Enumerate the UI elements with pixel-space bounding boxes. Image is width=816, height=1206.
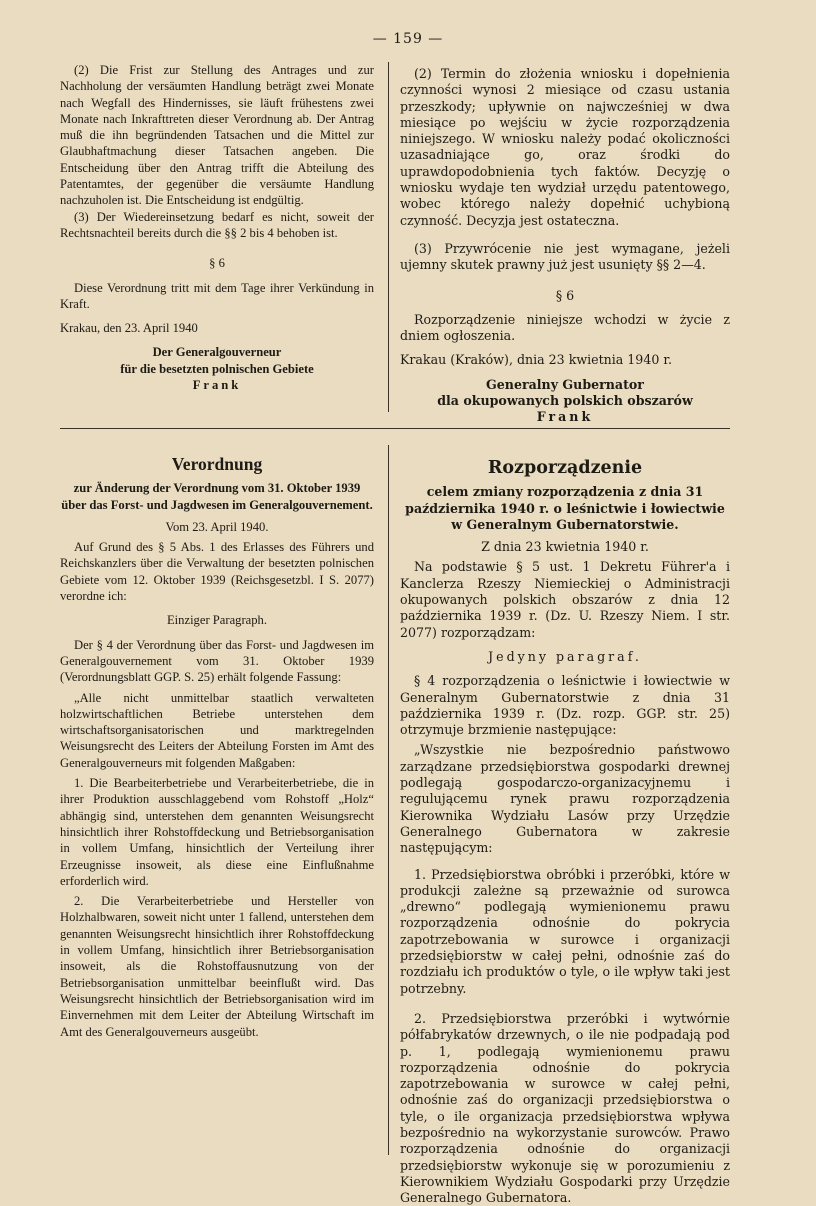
paragraph: Na podstawie § 5 ust. 1 Dekretu Führer'a i Kanclerza Rzeszy Niemieckiej o Administracji okupowanych polskich obszarów z dnia 12 października 1939 r. (Dz. U. Rzeszy Niem. I str. 2077) rozporządzam: (400, 559, 730, 640)
section-heading: § 6 (555, 287, 575, 303)
paragraph: „Alle nicht unmittelbar staatlich verwalteten holzwirtschaftlichen Betriebe unterstehen dem wirtschaftsorganisatorischen und marktregelnden Weisungsrecht des Leiters der Abteilung Forsten im Amt des Generalgouverneurs mit folgenden Maßgaben: (60, 690, 374, 770)
section-heading: § 6 (209, 256, 225, 271)
page-number: — 159 — (372, 31, 444, 47)
document-title: Rozporządzenie (487, 458, 643, 478)
signature-title: Der Generalgouverneur (152, 345, 282, 360)
paragraph: (2) Termin do złożenia wniosku i dopełnienia czynności wynosi 2 miesiące od czasu ustania przeszkody; upływnie on najwcześniej w dwa miesiące po wejściu w życie rozporządzenia niniejszego. W wniosku należy podać okoliczności uzasadniające go, oraz środki do uprawdopodobnienia tych faktów. Decyzję o wniosku wydaje ten wydział urzędu patentowego, wobec którego należy dopełnić uchybioną czynność. Decyzja jest ostateczna. (400, 66, 730, 228)
polish-column-top (400, 66, 730, 426)
document-date: Vom 23. April 1940. (165, 519, 269, 534)
document-subtitle: celem zmiany rozporządzenia z dnia 31 października 1940 r. o leśnictwie i łowiectwie w Generalnym Gubernatorstwie. (405, 484, 725, 532)
polish-column-bottom (400, 460, 730, 1206)
paragraph: § 4 rozporządzenia o leśnictwie i łowiectwie w Generalnym Gubernatorstwie z dnia 31 października 1939 r. (Dz. rozp. GGP. str. 25) otrzymuje brzmienie następujące: (400, 673, 730, 738)
paragraph: Rozporządzenie niniejsze wchodzi w życie z dniem ogłoszenia. (400, 311, 730, 344)
signature-title: für die besetzten polnischen Gebiete (120, 361, 314, 376)
signature-title: Generalny Gubernator (486, 376, 644, 392)
paragraph: „Wszystkie nie bezpośrednio państwowo zarządzane przedsiębiorstwa gospodarki drewnej podlegają gospodarczo-organizacyjnemu i regulującemu rynek prawu rozporządzenia Kierownika Wydziału Lasów przy Urzędzie Generalnego Gubernatora w zakresie następującym: (400, 742, 730, 856)
paragraph: (3) Przywrócenie nie jest wymagane, jeżeli ujemny skutek prawny już jest usunięty §§ 2—4. (400, 240, 730, 273)
paragraph: Der § 4 der Verordnung über das Forst- und Jagdwesen im Generalgouvernement vom 31. Oktober 1939 (Verordnungsblatt GGP. S. 25) erhält folgende Fassung: (60, 637, 374, 685)
paragraph: Diese Verordnung tritt mit dem Tage ihrer Verkündung in Kraft. (60, 280, 374, 311)
signature-name: Frank (192, 378, 242, 393)
place-date: Krakau, den 23. April 1940 (60, 321, 198, 336)
column-divider-bottom (388, 445, 389, 1155)
document-date: Z dnia 23 kwietnia 1940 r. (481, 539, 649, 555)
document-title: Verordnung (171, 454, 263, 474)
paragraph: 2. Przedsiębiorstwa przeróbki i wytwórnie półfabrykatów drzewnych, o ile nie podpadają pod p. 1, podlegają wymienionemu prawu rozporządzenia odnośnie do pokrycia zapotrzebowania w surowce w całej pełni, odnośnie zaś do organizacji przedsiębiorstwa o tyle, o ile organizacja przedsiębiorstwa wpływa bezpośrednio na wykorzystanie surowców. Prawo rozporządzenia odnośnie do organizacji przedsiębiorstw wykonuje się w porozumieniu z Kierownikiem Wydziału Gospodarki przy Urzędzie Generalnego Gubernatora. (400, 1010, 730, 1206)
place-date: Krakau (Kraków), dnia 23 kwietnia 1940 r. (400, 352, 672, 368)
signature-title: dla okupowanych polskich obszarów (437, 393, 693, 409)
paragraph: (3) Der Wiedereinsetzung bedarf es nicht, soweit der Rechtsnachteil bereits durch die §§ 2 bis 4 behoben ist. (60, 209, 374, 240)
paragraph-heading: Einziger Paragraph. (166, 613, 267, 628)
document-subtitle: zur Änderung der Verordnung vom 31. Oktober 1939 über das Forst- und Jagdwesen im Generalgouvernement. (61, 481, 373, 512)
signature-name: Frank (536, 409, 594, 425)
paragraph: (2) Die Frist zur Stellung des Antrages und zur Nachholung der versäumten Handlung beträgt zwei Monate nach Wegfall des Hindernisses, sie läuft frühestens zwei Monate nach Inkrafttreten dieser Verordnung ab. Der Antrag muß die ihn begründenden Tatsachen und die Mittel zur Glaubhaftmachung dieser Tatsachen angeben. Die Entscheidung über den Antrag trifft die Abteilung des Patentamtes, der gegenüber die versäumte Handlung nachzuholen ist. Die Entscheidung ist endgültig. (60, 63, 374, 208)
paragraph: 1. Die Bearbeiterbetriebe und Verarbeiterbetriebe, die in ihrer Produktion ausschlaggebend vom Rohstoff „Holz“ abhängig sind, unterstehen dem genannten Weisungsrecht hinsichtlich ihrer Rohstoffdeckung und Betriebsorganisation in vollem Umfang, hinsichtlich der Verteilung ihrer Erzeugnisse insoweit, als diese eine Einflußnahme erforderlich wird. (60, 776, 374, 888)
paragraph: Auf Grund des § 5 Abs. 1 des Erlasses des Führers und Reichskanzlers über die Verwaltung der besetzten polnischen Gebiete vom 12. Oktober 1939 (Reichsgesetzbl. I S. 2077) verordne ich: (60, 540, 374, 604)
german-column-bottom (60, 456, 374, 1040)
paragraph: 2. Die Verarbeiterbetriebe und Hersteller von Holzhalbwaren, soweit nicht unter 1 fallend, unterstehen dem genannten Weisungsrecht hinsichtlich ihrer Rohstoffdeckung in vollem Umfang, hinsichtlich ihrer Betriebsorganisation insoweit, als die Rohstoffausnutzung von der Betriebsorganisation unmittelbar beeinflußt wird. Das Weisungsrecht hinsichtlich der Betriebsorganisation wird im Einvernehmen mit dem Leiter der Abteilung Wirtschaft im Amt des Generalgouverneurs ausgeübt. (60, 894, 374, 1039)
horizontal-rule (60, 428, 730, 429)
german-column-top (60, 62, 374, 393)
paragraph-heading: Jedyny paragraf. (488, 648, 642, 664)
column-divider-top (388, 62, 389, 412)
paragraph: 1. Przedsiębiorstwa obróbki i przeróbki, które w produkcji zależne są przeważnie od surowca „drewno“ podlegają wymienionemu prawu rozporządzenia odnośnie do pokrycia zapotrzebowania w surowce i organizacji przedsiębiorstw w całej pełni, odnośnie zaś do rozdziału ich produktów o tyle, o ile wpływ taki jest potrzebny. (400, 866, 730, 996)
